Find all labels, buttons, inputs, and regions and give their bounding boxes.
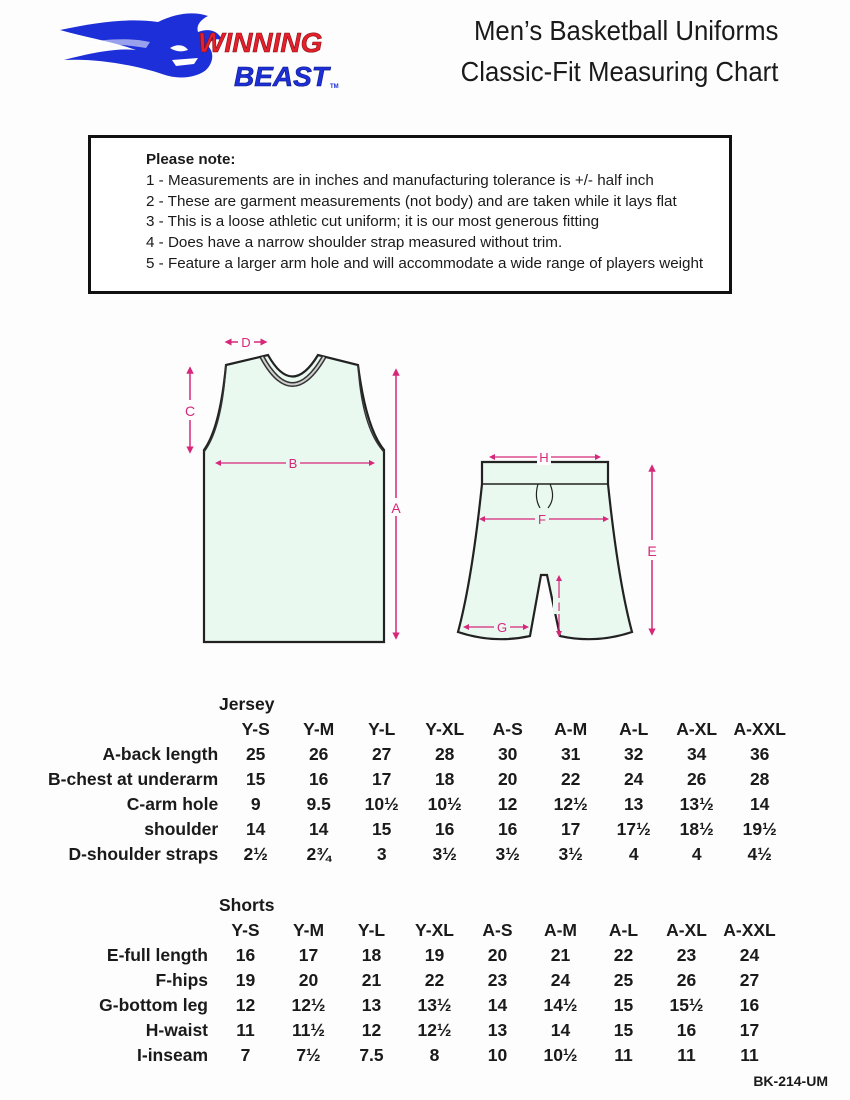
row-label: E-full length — [106, 945, 208, 965]
table-row — [48, 968, 781, 993]
table-cell: 17½ — [616, 819, 651, 839]
table-row — [48, 993, 781, 1018]
label-c: C — [184, 403, 196, 419]
table-cell: 17 — [739, 1020, 760, 1040]
table-cell: 18 — [434, 769, 455, 789]
table-cell: 3½ — [432, 844, 457, 864]
table-cell: 16 — [235, 945, 256, 965]
table-cell: 13½ — [417, 995, 452, 1015]
table-cell: 14 — [487, 995, 508, 1015]
table-cell: 13 — [623, 794, 644, 814]
table-cell: 4 — [628, 844, 639, 864]
table-cell: 19½ — [742, 819, 777, 839]
table-cell: 2¾ — [306, 844, 331, 864]
label-d: D — [241, 335, 251, 350]
table-cell: 24 — [739, 945, 760, 965]
table-cell: 13½ — [679, 794, 714, 814]
table-cell: 22 — [560, 769, 581, 789]
note-line: 4 - Does have a narrow shoulder strap measured without trim. — [146, 234, 563, 252]
table-cell: 17 — [298, 945, 319, 965]
table-cell: 15 — [613, 995, 634, 1015]
table-cell: 4½ — [747, 844, 772, 864]
table-header-row — [48, 717, 791, 742]
table-cell: 4 — [691, 844, 702, 864]
table-cell: 10½ — [364, 794, 399, 814]
row-label: C-arm hole — [126, 794, 219, 814]
jersey-diagram — [182, 334, 404, 642]
size-header: A-S — [492, 719, 523, 739]
table-cell: 16 — [497, 819, 518, 839]
size-header: A-XL — [676, 719, 718, 739]
size-header: A-L — [608, 920, 639, 940]
table-cell: 12 — [361, 1020, 382, 1040]
table-cell: 17 — [560, 819, 581, 839]
size-header: Y-M — [292, 920, 325, 940]
brand-line2: BEAST — [234, 61, 329, 92]
table-row — [48, 842, 791, 867]
row-label: G-bottom leg — [99, 995, 208, 1015]
jersey-section-title: Jersey — [219, 694, 275, 714]
label-i: I — [557, 600, 561, 614]
size-header: Y-S — [231, 920, 260, 940]
table-cell: 20 — [298, 970, 319, 990]
table-cell: 18½ — [679, 819, 714, 839]
label-h: H — [539, 450, 549, 465]
table-row — [48, 817, 791, 842]
table-cell: 3½ — [558, 844, 583, 864]
table-row — [48, 792, 791, 817]
table-cell: 23 — [487, 970, 508, 990]
table-cell: 22 — [424, 970, 445, 990]
table-cell: 10½ — [427, 794, 462, 814]
table-cell: 7.5 — [359, 1045, 384, 1065]
size-header: A-M — [543, 920, 578, 940]
table-cell: 32 — [623, 744, 644, 764]
table-cell: 15 — [245, 769, 266, 789]
label-a: A — [391, 500, 401, 516]
table-cell: 26 — [308, 744, 329, 764]
shorts-section-title: Shorts — [219, 895, 275, 915]
table-cell: 12½ — [291, 995, 326, 1015]
table-cell: 15½ — [669, 995, 704, 1015]
table-row — [48, 1043, 781, 1068]
table-cell: 20 — [497, 769, 518, 789]
size-header: Y-XL — [415, 920, 454, 940]
table-cell: 10½ — [543, 1045, 578, 1065]
table-cell: 11 — [740, 1045, 759, 1065]
table-cell: 21 — [550, 945, 571, 965]
table-cell: 30 — [497, 744, 518, 764]
table-cell: 13 — [361, 995, 382, 1015]
table-cell: 2½ — [243, 844, 268, 864]
table-cell: 11½ — [291, 1020, 326, 1040]
table-cell: 26 — [676, 970, 697, 990]
table-cell: 21 — [361, 970, 382, 990]
table-cell: 16 — [676, 1020, 697, 1040]
table-cell: 10 — [487, 1045, 508, 1065]
row-label: I-inseam — [137, 1045, 208, 1065]
size-header: Y-S — [241, 719, 270, 739]
table-cell: 15 — [613, 1020, 634, 1040]
table-cell: 13 — [487, 1020, 508, 1040]
table-cell: 12 — [497, 794, 518, 814]
row-label: F-hips — [155, 970, 208, 990]
table-cell: 7½ — [296, 1045, 321, 1065]
table-row — [48, 742, 791, 767]
table-cell: 19 — [235, 970, 256, 990]
label-g: G — [496, 620, 508, 635]
row-label: B-chest at underarm — [48, 769, 219, 789]
table-cell: 11 — [236, 1020, 255, 1040]
table-cell: 24 — [623, 769, 644, 789]
row-label: H-waist — [145, 1020, 208, 1040]
brand-line1: WINNING — [198, 27, 323, 58]
table-cell: 14 — [550, 1020, 571, 1040]
label-e: E — [647, 543, 657, 559]
table-cell: 11 — [614, 1045, 633, 1065]
page-title — [460, 10, 778, 92]
table-cell: 16 — [739, 995, 760, 1015]
table-cell: 7 — [240, 1045, 251, 1065]
note-box — [88, 135, 732, 294]
shorts-diagram — [458, 449, 660, 639]
size-header: Y-L — [368, 719, 396, 739]
table-cell: 27 — [739, 970, 760, 990]
table-cell: 3 — [376, 844, 387, 864]
table-row — [48, 767, 791, 792]
size-header: A-S — [482, 920, 513, 940]
note-heading: Please note: — [146, 151, 236, 168]
table-cell: 34 — [686, 744, 707, 764]
table-cell: 24 — [550, 970, 571, 990]
jersey-size-table — [48, 717, 791, 867]
product-code: BK-214-UM — [753, 1073, 828, 1089]
table-cell: 25 — [245, 744, 266, 764]
table-row — [48, 943, 781, 968]
table-cell: 9.5 — [306, 794, 331, 814]
size-header: Y-L — [357, 920, 386, 940]
uniform-diagram — [160, 325, 680, 665]
table-cell: 14 — [245, 819, 266, 839]
table-header-row — [48, 918, 781, 943]
note-line: 3 - This is a loose athletic cut uniform; it is our most generous fitting — [146, 213, 600, 231]
table-cell: 28 — [434, 744, 455, 764]
table-cell: 16 — [308, 769, 329, 789]
size-header: A-M — [554, 719, 588, 739]
table-cell: 11 — [677, 1045, 696, 1065]
size-header: Y-M — [303, 719, 335, 739]
size-header: A-XXL — [723, 920, 776, 940]
table-cell: 3½ — [495, 844, 520, 864]
size-header: A-XXL — [733, 719, 786, 739]
table-cell: 25 — [613, 970, 634, 990]
title-line-2: Classic-Fit Measuring Chart — [460, 56, 778, 87]
table-cell: 12 — [235, 995, 256, 1015]
table-cell: 31 — [560, 744, 581, 764]
table-cell: 22 — [613, 945, 634, 965]
table-cell: 28 — [749, 769, 770, 789]
row-label: A-back length — [102, 744, 219, 764]
brand-logo — [58, 8, 348, 94]
table-cell: 20 — [487, 945, 508, 965]
size-header: Y-XL — [425, 719, 465, 739]
title-line-1: Men’s Basketball Uniforms — [473, 15, 778, 46]
table-cell: 36 — [749, 744, 770, 764]
note-line: 1 - Measurements are in inches and manufacturing tolerance is +/- half inch — [146, 171, 654, 189]
table-cell: 12½ — [417, 1020, 452, 1040]
table-cell: 14½ — [543, 995, 578, 1015]
table-cell: 14 — [749, 794, 770, 814]
table-cell: 27 — [371, 744, 392, 764]
table-cell: 26 — [686, 769, 707, 789]
table-cell: 16 — [434, 819, 455, 839]
label-f: F — [538, 512, 546, 527]
row-label: D-shoulder straps — [68, 844, 219, 864]
table-cell: 18 — [361, 945, 382, 965]
size-header: A-L — [619, 719, 649, 739]
note-line: 5 - Feature a larger arm hole and will accommodate a wide range of players weight — [146, 254, 704, 272]
table-cell: 9 — [250, 794, 261, 814]
shorts-size-table — [48, 918, 781, 1068]
table-row — [48, 1018, 781, 1043]
table-cell: 17 — [371, 769, 392, 789]
note-line: 2 - These are garment measurements (not body) and are taken while it lays flat — [146, 192, 677, 210]
size-header: A-XL — [666, 920, 707, 940]
table-cell: 14 — [308, 819, 329, 839]
table-cell: 15 — [371, 819, 392, 839]
row-label: shoulder — [144, 819, 219, 839]
table-cell: 12½ — [553, 794, 588, 814]
table-cell: 23 — [676, 945, 697, 965]
trademark-mark: TM — [330, 84, 339, 90]
table-cell: 8 — [429, 1045, 440, 1065]
table-cell: 19 — [424, 945, 445, 965]
label-b: B — [288, 456, 298, 471]
